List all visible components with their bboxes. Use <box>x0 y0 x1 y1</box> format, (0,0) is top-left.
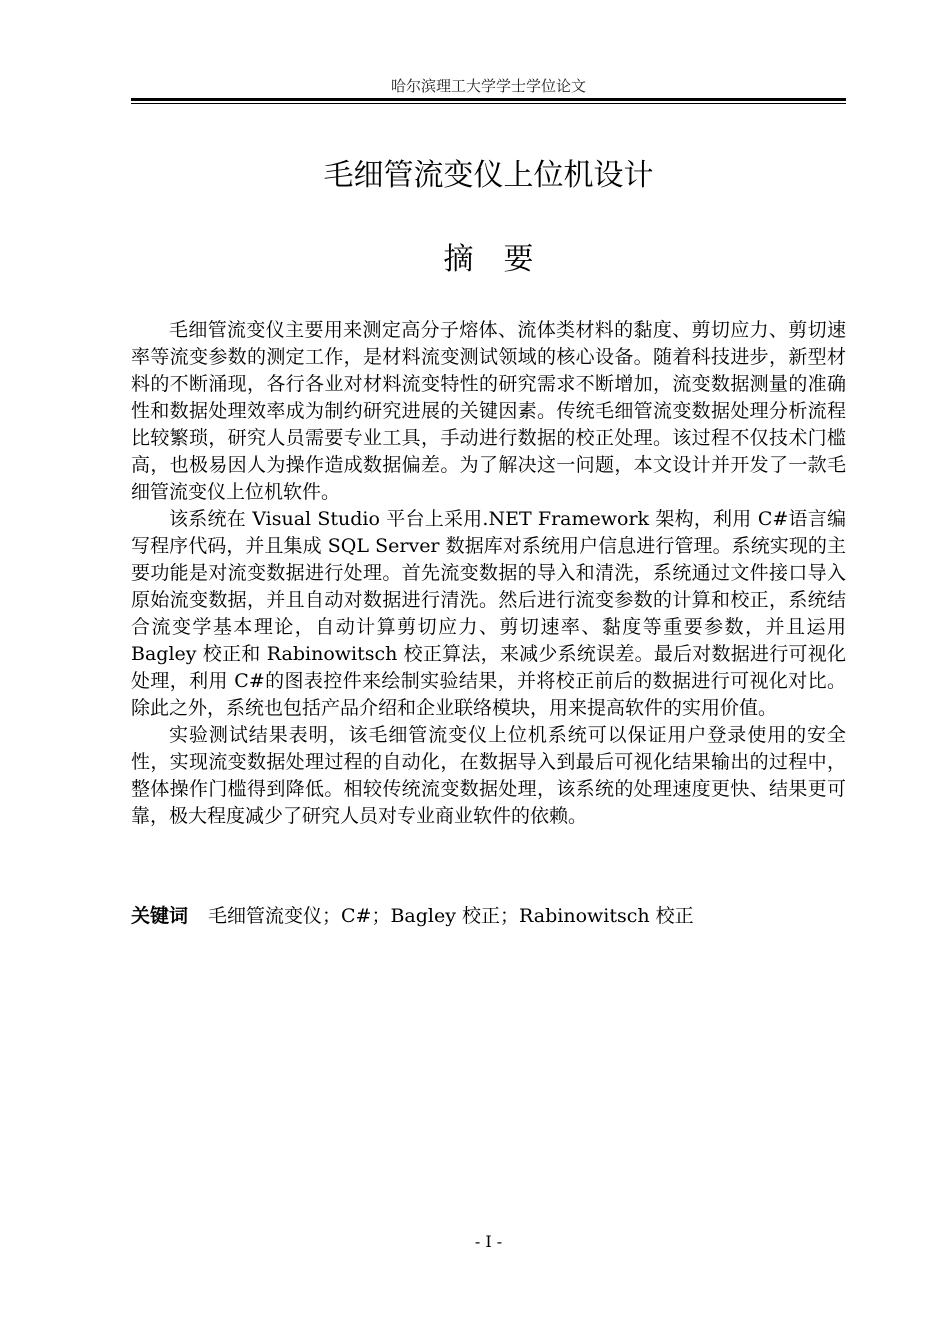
page-number: - I - <box>474 1232 503 1251</box>
abstract-body <box>131 317 846 830</box>
keywords-text: 毛细管流变仪；C#；Bagley 校正；Rabinowitsch 校正 <box>208 905 694 927</box>
document-title: 毛细管流变仪上位机设计 <box>323 158 654 193</box>
header-rule-thin <box>131 103 846 104</box>
keywords-line <box>131 903 846 930</box>
keywords-label: 关键词 <box>131 905 189 927</box>
running-header: 哈尔滨理工大学学士学位论文 <box>390 77 586 95</box>
abstract-paragraph-1: 毛细管流变仪主要用来测定高分子熔体、流体类材料的黏度、剪切应力、剪切速率等流变参数的测定工作，是材料流变测试领域的核心设备。随着科技进步，新型材料的不断涌现，各行各业对材料流变特性的研究需求不断增加，流变数据测量的准确性和数据处理效率成为制约研究进展的关键因素。传统毛细管流变数据处理分析流程比较繁琐，研究人员需要专业工具，手动进行数据的校正处理。该过程不仅技术门槛高，也极易因人为操作造成数据偏差。为了解决这一问题，本文设计并开发了一款毛细管流变仪上位机软件。 <box>131 319 846 503</box>
abstract-heading: 摘要 <box>443 242 564 277</box>
abstract-paragraph-3: 实验测试结果表明，该毛细管流变仪上位机系统可以保证用户登录使用的安全性，实现流变数据处理过程的自动化，在数据导入到最后可视化结果输出的过程中，整体操作门槛得到降低。相较传统流变数据处理，该系统的处理速度更快、结果更可靠，极大程度减少了研究人员对专业商业软件的依赖。 <box>131 724 846 827</box>
header-rule-thick <box>131 98 846 101</box>
abstract-paragraph-2: 该系统在 Visual Studio 平台上采用.NET Framework 架构，利用 C#语言编写程序代码，并且集成 SQL Server 数据库对系统用户信息进行管理。系统实现的主要功能是对流变数据进行处理。首先流变数据的导入和清洗，系统通过文件接口导入原始流变数据，并且自动对数据进行清洗。然后进行流变参数的计算和校正，系统结合流变学基本理论，自动计算剪切应力、剪切速率、黏度等重要参数，并且运用 Bagley 校正和 Rabinowitsch 校正算法，来减少系统误差。最后对数据进行可视化处理，利用 C#的图表控件来绘制实验结果，并将校正前后的数据进行可视化对比。除此之外，系统也包括产品介绍和企业联络模块，用来提高软件的实用价值。 <box>131 508 846 719</box>
